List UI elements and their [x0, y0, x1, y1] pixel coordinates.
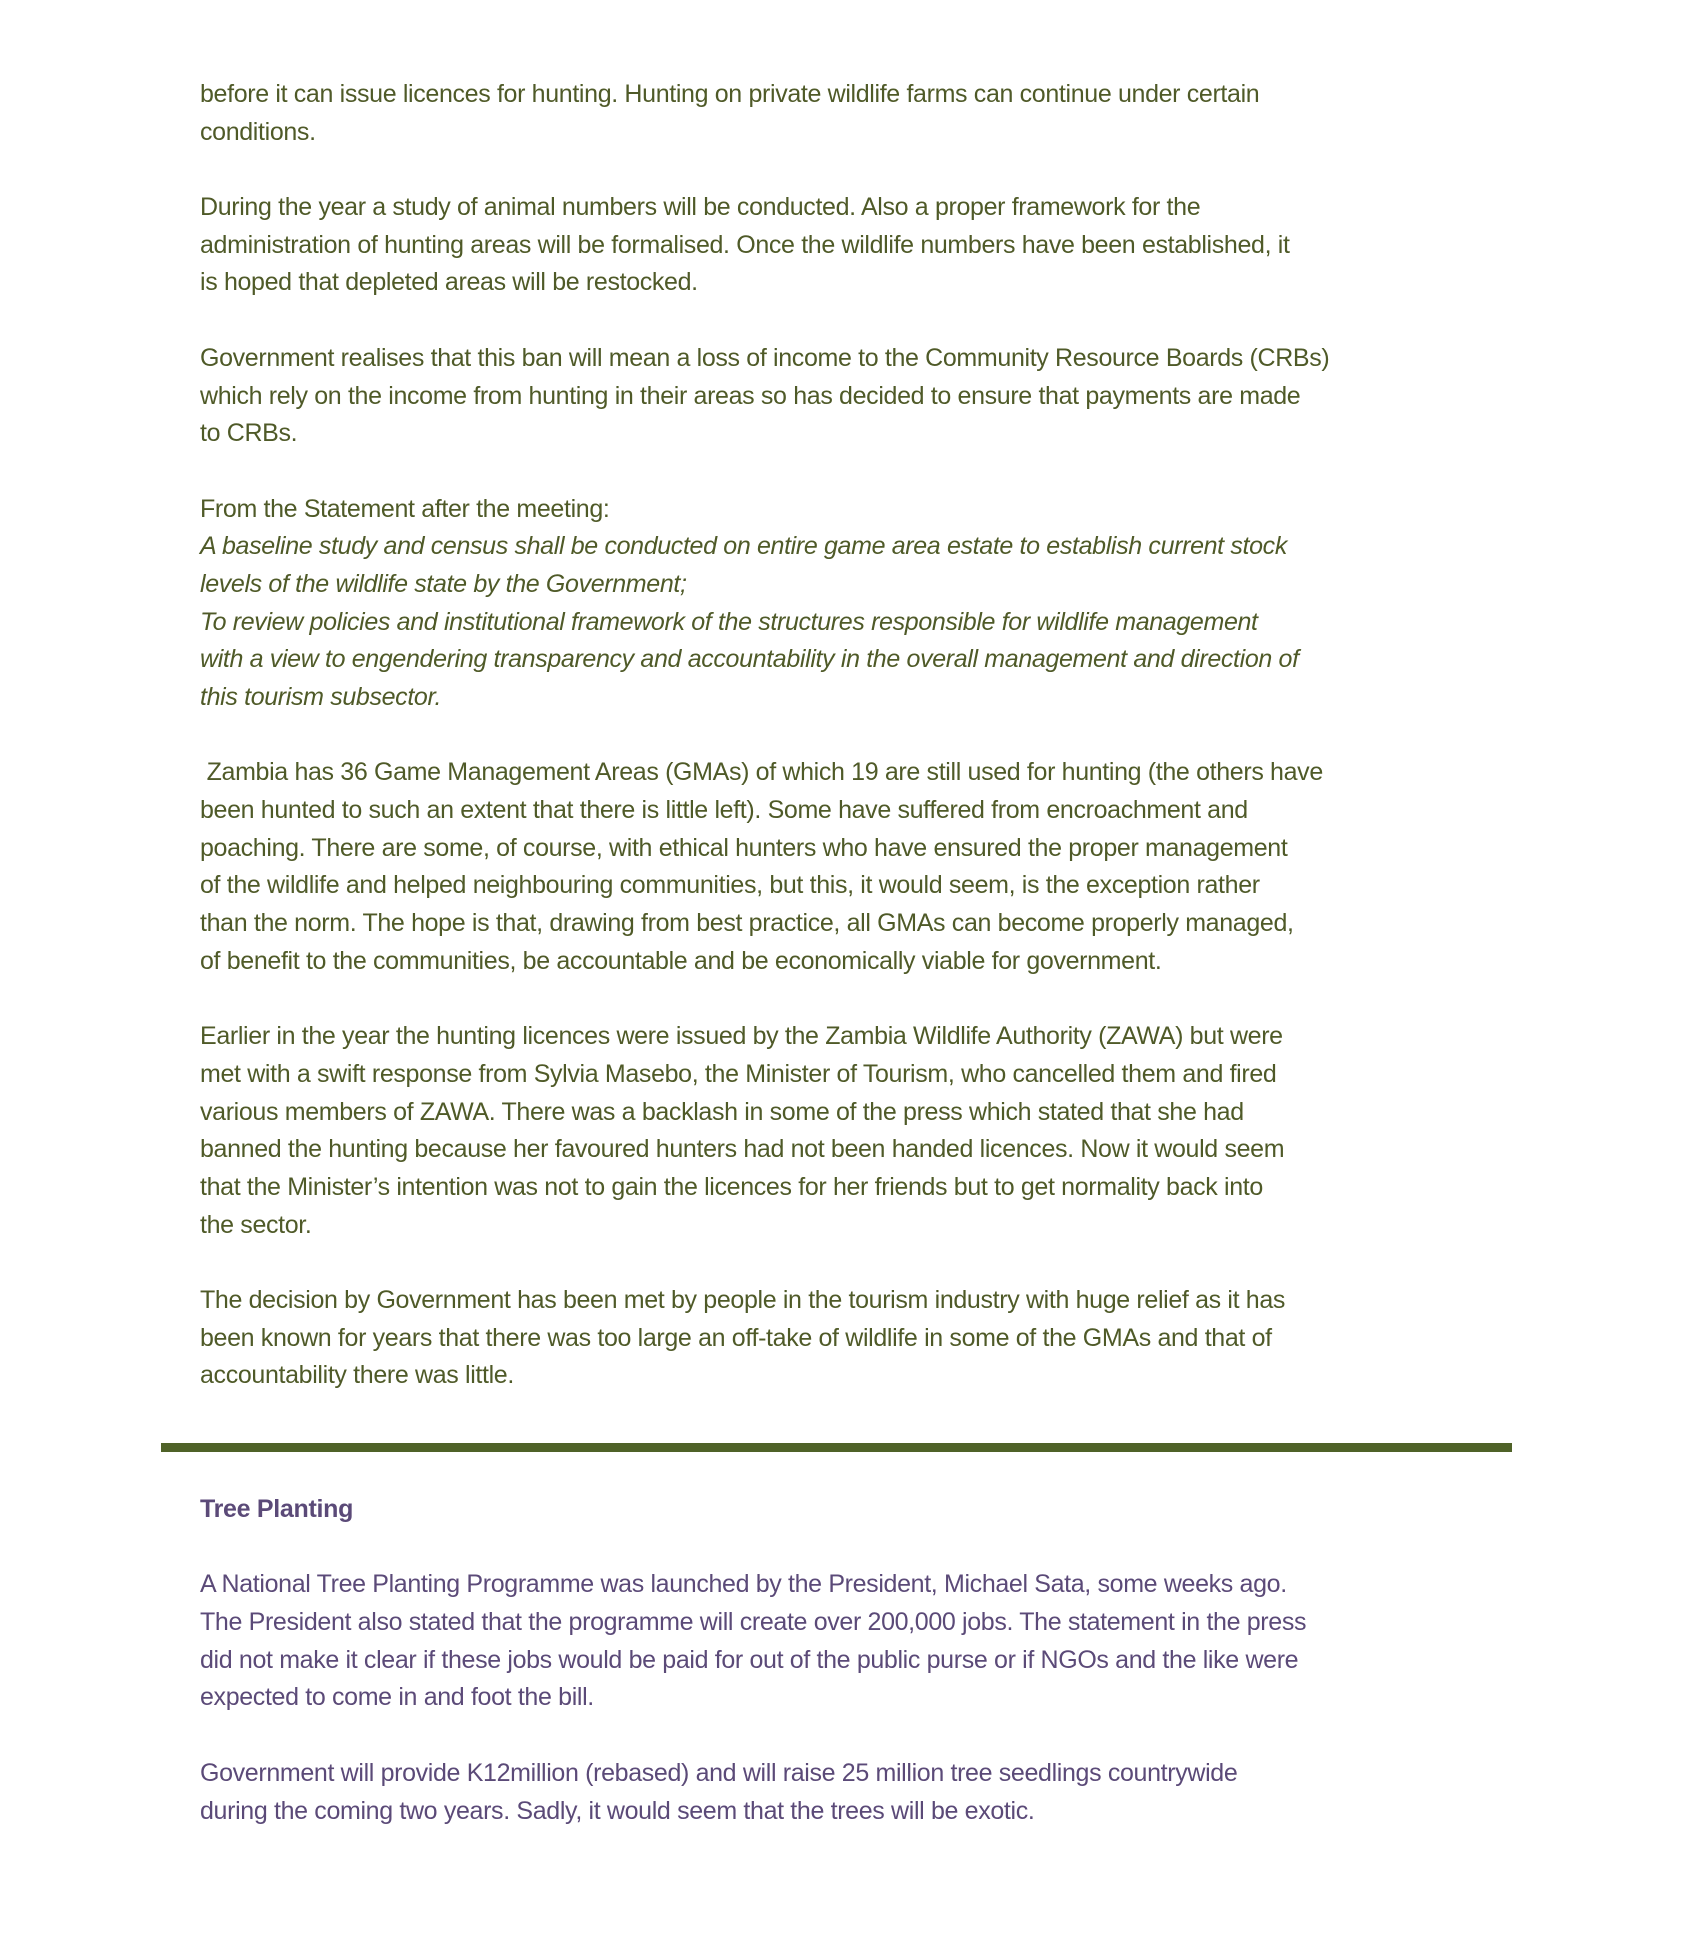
text-line: The President also stated that the programme will create over 200,000 jobs. The statement in the press [200, 1608, 1307, 1637]
quote-line: To review policies and institutional framework of the structures responsible for wildlife management [200, 607, 1258, 636]
text-line: met with a swift response from Sylvia Masebo, the Minister of Tourism, who cancelled them and fired [200, 1059, 1277, 1088]
text-line: A National Tree Planting Programme was launched by the President, Michael Sata, some weeks ago. [200, 1570, 1287, 1599]
text-line: which rely on the income from hunting in their areas so has decided to ensure that payments are made [200, 381, 1301, 410]
paragraph-spacer [200, 717, 1530, 755]
text-line: been hunted to such an extent that there is little left). Some have suffered from encroachment and [200, 796, 1248, 825]
paragraph-spacer [200, 453, 1530, 491]
paragraph-spacer [200, 302, 1530, 340]
paragraph-crb-income [200, 340, 1530, 453]
quote-line: levels of the wildlife state by the Government; [200, 569, 687, 598]
paragraph-zawa-licences [200, 1018, 1530, 1244]
text-line: administration of hunting areas will be formalised. Once the wildlife numbers have been established, it [200, 230, 1290, 259]
text-line: conditions. [200, 117, 316, 146]
text-line: banned the hunting because her favoured hunters had not been handed licences. Now it would seem [200, 1135, 1285, 1164]
paragraph-statement [200, 491, 1530, 717]
text-line: The decision by Government has been met by people in the tourism industry with huge relief as it has [200, 1286, 1286, 1314]
text-line: than the norm. The hope is that, drawing from best practice, all GMAs can become properly managed, [200, 909, 1294, 938]
hunting-section [200, 76, 1530, 1395]
tree-planting-section [200, 1491, 1530, 1830]
text-line: Zambia has 36 Game Management Areas (GMAs) of which 19 are still used for hunting (the others have [200, 758, 1323, 787]
paragraph-spacer [200, 1717, 1530, 1755]
paragraph-spacer [200, 1529, 1530, 1567]
text-line: During the year a study of animal numbers will be conducted. Also a proper framework for the [200, 193, 1201, 222]
text-line: before it can issue licences for hunting. Hunting on private wildlife farms can continue under certain [200, 80, 1260, 108]
text-line: various members of ZAWA. There was a backlash in some of the press which stated that she had [200, 1097, 1244, 1126]
paragraph-spacer [200, 1244, 1530, 1282]
paragraph-animal-study [200, 189, 1530, 302]
text-line: during the coming two years. Sadly, it would seem that the trees will be exotic. [200, 1796, 1035, 1825]
quote-line: this tourism subsector. [200, 683, 442, 711]
text-line: of the wildlife and helped neighbouring communities, but this, it would seem, is the exception rather [200, 871, 1260, 900]
text-line: Government realises that this ban will mean a loss of income to the Community Resource Boards (CRBs) [200, 343, 1330, 372]
text-line: is hoped that depleted areas will be restocked. [200, 268, 698, 297]
text-line: Earlier in the year the hunting licences were issued by the Zambia Wildlife Authority (ZAWA) but were [200, 1022, 1283, 1051]
paragraph-spacer [200, 151, 1530, 189]
quote-line: A baseline study and census shall be conducted on entire game area estate to establish current stock [200, 532, 1287, 561]
statement-intro: From the Statement after the meeting: [200, 494, 610, 523]
text-line: the sector. [200, 1210, 312, 1239]
quote-line: with a view to engendering transparency and accountability in the overall management and direction of [200, 645, 1299, 674]
section-heading: Tree Planting [200, 1495, 354, 1523]
paragraph-spacer [200, 981, 1530, 1019]
statement-quote [200, 528, 1530, 716]
paragraph-tree-programme [200, 1566, 1530, 1717]
text-line: poaching. There are some, of course, with ethical hunters who have ensured the proper management [200, 833, 1288, 862]
paragraph-industry-relief [200, 1282, 1530, 1395]
text-line: that the Minister’s intention was not to gain the licences for her friends but to get normality back into [200, 1172, 1263, 1201]
text-line: expected to come in and foot the bill. [200, 1683, 594, 1712]
paragraph-gma-overview [200, 754, 1530, 980]
section-divider [161, 1443, 1512, 1452]
text-line: accountability there was little. [200, 1361, 514, 1390]
text-line: of benefit to the communities, be accountable and be economically viable for government. [200, 946, 1162, 975]
text-line: did not make it clear if these jobs would be paid for out of the public purse or if NGOs and the like were [200, 1645, 1299, 1674]
paragraph-tree-funding [200, 1755, 1530, 1830]
text-line: been known for years that there was too large an off-take of wildlife in some of the GMAs and that of [200, 1323, 1272, 1352]
paragraph-hunting-conditions [200, 76, 1530, 151]
text-line: to CRBs. [200, 419, 298, 448]
text-line: Government will provide K12million (rebased) and will raise 25 million tree seedlings countrywide [200, 1758, 1238, 1787]
